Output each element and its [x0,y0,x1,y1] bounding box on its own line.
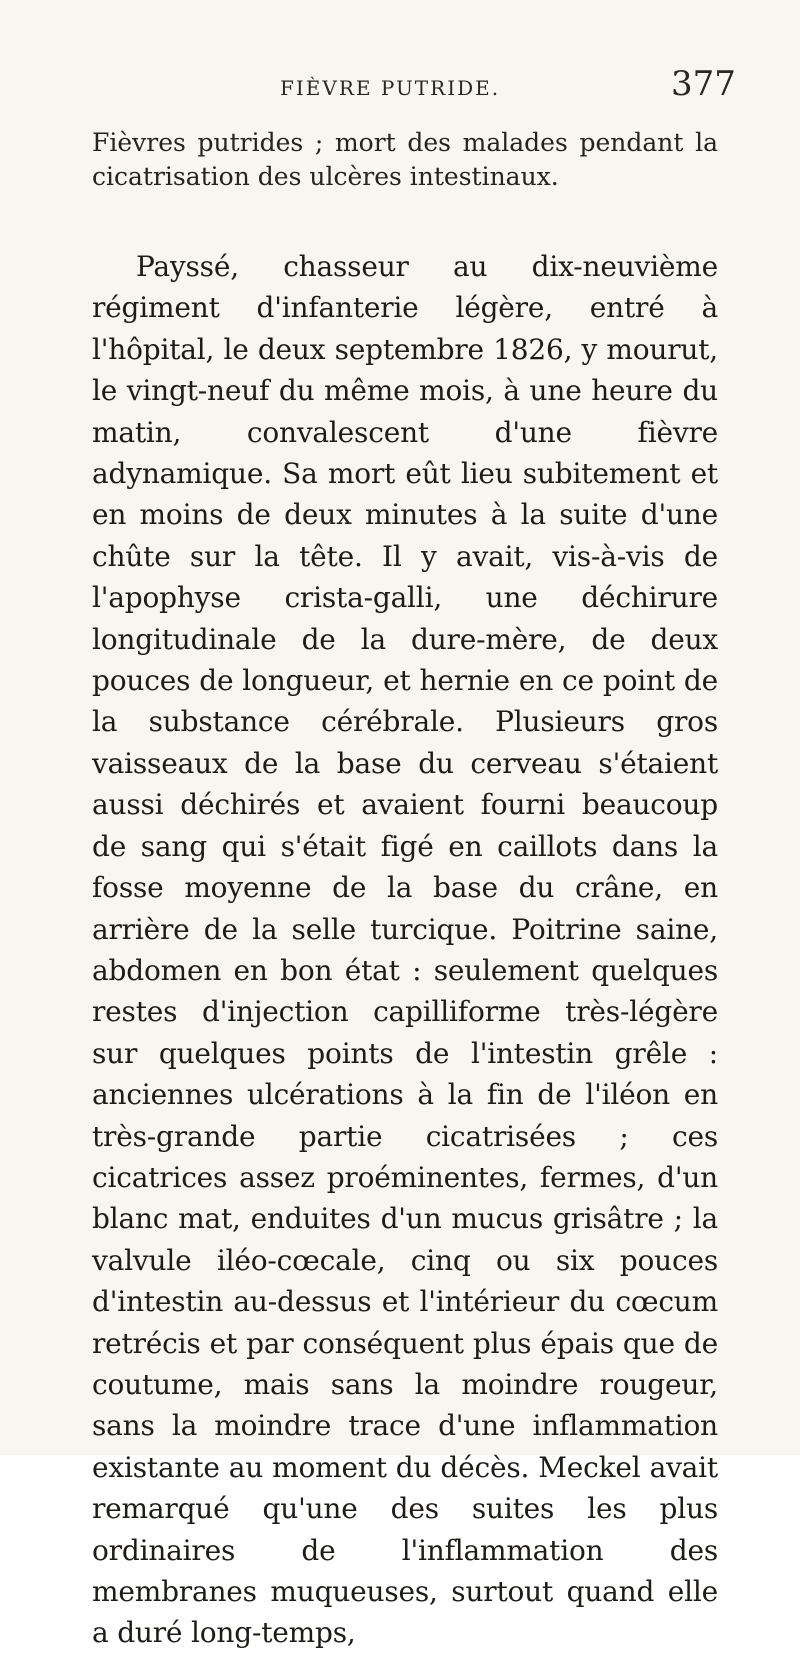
body-paragraph: Payssé, chasseur au dix-neuvième régiment d'infanterie légère, entré à l'hôpital, le deux septembre 1826, y mourut, le vingt-neuf du même mois, à une heure du matin, convalescent d'une fièvre adynamique. Sa mort eût lieu subitement et en moins de deux minutes à la suite d'une chûte sur la tête. Il y avait, vis-à-vis de l'apophyse crista-galli, une déchirure longitudinale de la dure-mère, de deux pouces de longueur, et hernie en ce point de la substance cérébrale. Plusieurs gros vaisseaux de la base du cerveau s'étaient aussi déchirés et avaient fourni beaucoup de sang qui s'était figé en caillots dans la fosse moyenne de la base du crâne, en arrière de la selle turcique. Poitrine saine, abdomen en bon état : seulement quelques restes d'injection capilliforme très-légère sur quelques points de l'intestin grêle : anciennes ulcérations à la fin de l'iléon en très-grande partie cicatrisées ; ces cicatrices assez proéminentes, fermes, d'un blanc mat, enduites d'un mucus grisâtre ; la valvule iléo-cœcale, cinq ou six pouces d'intestin au-dessus et l'intérieur du cœcum retrécis et par conséquent plus épais que de coutume, mais sans la moindre rougeur, sans la moindre trace d'une inflammation existante au moment du décès. Meckel avait remarqué qu'une des suites les plus ordinaires de l'inflammation des membranes muqueuses, surtout quand elle a duré long-temps, [92,250,718,1650]
page-number: 377 [671,64,736,104]
section-summary: Fièvres putrides ; mort des malades pendant la cicatrisation des ulcères intestinaux. [92,128,718,191]
running-title: FIÈVRE PUTRIDE. [280,76,501,100]
running-head [0,64,800,114]
